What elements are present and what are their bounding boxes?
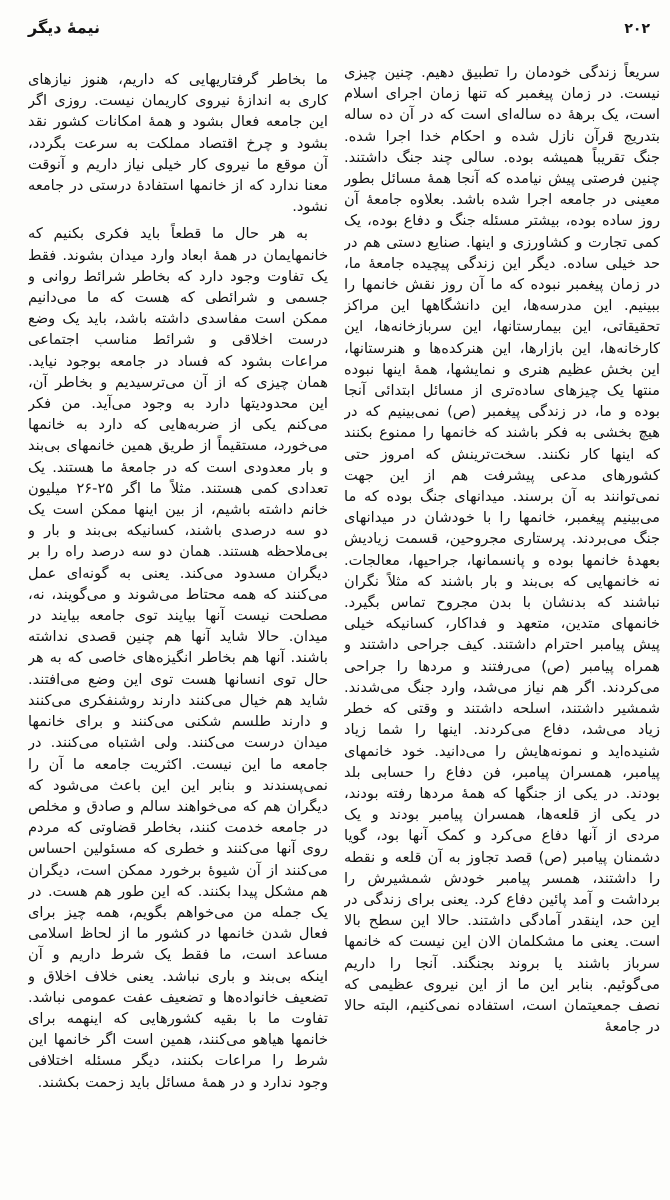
paragraph: سریعاً زندگی خودمان را تطبیق دهیم. چنین چیزی نیست. در زمان پیغمبر که تنها زمان اجرای اسلام است، یک برههٔ ده ساله‌ای است که در آن ده ساله بتدریج قرآن نازل شده و احکام خدا اجرا شده. جنگ تقریباً همیشه بوده. سالی چند جنگ داشتند. چنین فرصتی پیش نیامده که آنجا همهٔ مسائل بطور معینی در جامعه اجرا شده باشد. بعلاوه جامعهٔ آن روز ساده بوده، بیشتر مسئله جنگ و دفاع بوده، یک کمی تجارت و کشاورزی و اینها. صنایع دستی هم در حد خیلی ساده. دیگر این زندگی پیچیده جامعهٔ ما، در زمان پیغمبر نبوده که ما آن روز نقش خانمها را ببینیم. این مدرسه‌ها، این دانشگاهها این مراکز تحقیقاتی، این بیمارستانها، این سربازخانه‌ها، این کارخانه‌ها، این بازارها، این هنرکده‌ها و هنرستانها، این بخش عظیم هنری و نمایشها، همهٔ اینها نبوده منتها یک چیزهای ساده‌تری از مسائل ابتدائی آنجا بوده و ما، در زندگی پیغمبر (ص) نمی‌بینیم که در هیچ بخشی به فکر باشند که خانمها را ممنوع بکنند که اینها کار نکنند. سخت‌ترینش که امروز حتی کشورهای مدعی پیشرفت هم از این جهت نمی‌توانند به آن برسند. میدانهای جنگ بوده که ما می‌بینیم پیغمبر، خانمها را با خودشان در میدانهای جنگ می‌بردند. پرستاری مجروحین، قسمت زیادیش بعهدهٔ خانمها بوده و پانسمانها، جراحیها، معالجات. نه خانمهایی که بی‌بند و بار باشند که مثلاً نگران نباشند که بدنشان با بدن مجروح تماس بگیرد. خانمهای متدین، متعهد و فداکار، کسانیکه خیلی پیش پیامبر احترام داشتند. کیف جراحی داشتند و همراه پیامبر (ص) می‌رفتند و مردها را جراحی می‌کردند. اگر هم نیاز می‌شد، وارد جنگ می‌شدند. شمشیر داشتند، اسلحه داشتند و وقتی که خطر زیاد می‌شد، دفاع می‌کردند. اینها را شما زیاد شنیده‌اید و نمونه‌هایش را می‌دانید. خود خانمهای پیامبر، همسران پیامبر، فن دفاع را حسابی بلد بودند. در یکی از جنگها که همهٔ مردها رفته بودند، در یکی از قلعه‌ها، همسران پیامبر بودند و یک مردی از آنها دفاع می‌کرد و کمک آنها بود، گویا دشمنان پیامبر (ص) قصد تجاوز به آن قلعه و نقطه را داشتند، همسر پیامبر خودش شمشیرش را برداشت و آمد پائین دفاع کرد. یعنی برای زندگی در این حد، اینقدر آمادگی داشتند. حالا این سطح بالا است. یعنی ما مشکلمان الان این نیست که خانمها سرباز باشند یا بروند بجنگند. آنجا را داریم می‌گوئیم. بنابر این ما از این نیروی عظیمی که نصف جمعیتمان است، استفاده نمی‌کنیم، البته حالا در جامعهٔ [344,64,660,1036]
paragraph: به هر حال ما قطعاً باید فکری بکنیم که خانمهایمان در همهٔ ابعاد وارد میدان بشوند. فقط یک تفاوت وجود دارد که بخاطر شرائط روانی و جسمی و شرائطی که هست که ما می‌دانیم ممکن است مفاسدی داشته باشد، باید یک وضع درست اخلاقی و شرائط مناسب اجتماعی مراعات بشود که فساد در جامعه بوجود نیاید. همان چیزی که از آن می‌ترسیدیم و بخاطر آن، این محدودیتها دارد به وجود می‌آید. من فکر می‌کنم یکی از ضربه‌هایی که دارد به خانمها می‌خورد، مستقیماً از طریق همین خانمهای بی‌بند و بار معدودی است که در جامعهٔ ما هستند. یک تعدادی کمی هستند. مثلاً ما اگر ۲۵-۲۶ میلیون خانم داشته باشیم، از بین اینها ممکن است یک دو سه درصدی باشند، کسانیکه بی‌بند و بار و بی‌ملاحظه هستند. همان دو سه درصد راه را بر دیگران مسدود می‌کند. یعنی به گونه‌ای عمل می‌کنند که همه محتاط می‌شوند و می‌گویند، نه، مصلحت نیست آنها بیایند توی جامعه بیایند در میدان. حالا شاید آنها هم چنین قصدی نداشته باشند. آنها هم بخاطر انگیزه‌های خاصی که به هر حال توی انسانها هست توی این وضع می‌افتند. شاید هم خیال می‌کنند دارند روشنفکری می‌کنند و دارند طلسم شکنی می‌کنند و برای خانمها میدان درست می‌کنند. ولی اشتباه می‌کنند. در جامعه ما این نیست. اکثریت جامعه ما آن را نمی‌پسندند و بنابر این این باعث می‌شود که دیگران هم که می‌خواهند سالم و صادق و مخلص در جامعه خدمت کنند، بخاطر قضاوتی که مردم روی آنها می‌کنند و خطری که مسئولین احساس می‌کنند از آن شیوهٔ برخورد ممکن است، دیگران هم مشکل پیدا بکنند. که این طور هم هست. در یک جمله من می‌خواهم بگویم، همه چیز برای فعال شدن خانمها در کشور ما از لحاظ اسلامی مساعد است، ما فقط یک شرط داریم و آن اینکه بی‌بند و باری نباشد. یعنی خلاف اخلاق و تضعیف خانواده‌ها و تضعیف عفت عمومی نباشد. تفاوت ما با بقیه کشورهایی که اینهمه برای خانمها هیاهو می‌کنند، همین است اگر خانمها این شرط را مراعات بکنند، دیگر مسئله اختلافی وجود ندارد و در همهٔ مسائل باید زحمت بکشند. [28,225,328,1091]
page-number: ۲۰۲ [624,21,650,37]
text-columns [28,62,660,1186]
left-text-column [28,62,328,1186]
running-title: نیمهٔ دیگر [28,18,101,37]
page-header [0,16,670,46]
right-text-column [344,62,660,1186]
paragraph: ما بخاطر گرفتاریهایی که داریم، هنوز نیازهای کاری به اندازهٔ نیروی کاریمان نیست. روزی اگر این جامعه فعال بشود و همهٔ امکانات کشور نقد بشود و چرخ اقتصاد مملکت به سرعت بگردد، آن موقع ما نیروی کار خیلی نیاز داریم و آنوقت معنا ندارد که از خانمها استفادهٔ درستی در جامعه نشود. [28,71,328,216]
